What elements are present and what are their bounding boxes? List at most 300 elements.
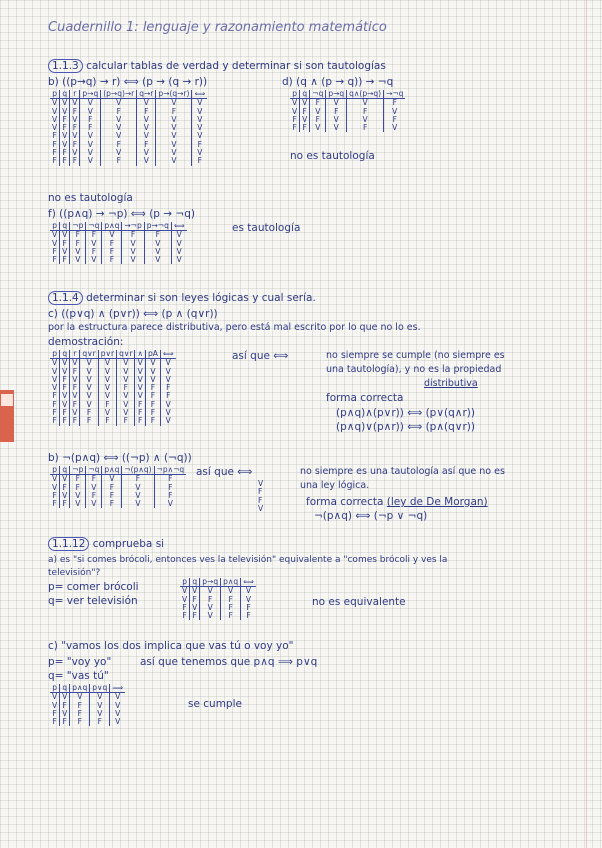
truth-cell: F bbox=[52, 416, 57, 426]
table-row bbox=[50, 359, 176, 368]
exercise-f-note: es tautología bbox=[232, 222, 301, 234]
exercise-c2-q: q= "vas tú" bbox=[48, 670, 109, 682]
truth-cell: V bbox=[70, 132, 80, 140]
table-header-row bbox=[50, 222, 187, 231]
truth-cell: V bbox=[144, 248, 171, 256]
column-header: p∨r bbox=[98, 350, 116, 359]
exercise-c2-note: se cumple bbox=[188, 698, 242, 710]
truth-cell: V bbox=[101, 149, 137, 157]
column-header: p bbox=[180, 578, 190, 587]
truth-cell: V bbox=[117, 359, 135, 368]
truth-cell: V bbox=[90, 702, 110, 710]
truth-cell: V bbox=[171, 240, 186, 248]
truth-cell: V bbox=[86, 484, 102, 492]
truth-cell: F bbox=[70, 710, 90, 718]
truth-cell: F bbox=[102, 500, 122, 508]
section-heading-text: determinar si son leyes lógicas y cual sería. bbox=[86, 292, 316, 304]
table-row bbox=[50, 693, 125, 702]
truth-cell: F bbox=[60, 240, 70, 248]
truth-cell: F bbox=[326, 108, 347, 116]
truth-cell: V bbox=[221, 587, 241, 596]
exercise-b-label: b) ((p→q) → r) ⟺ (p → (q → r)) bbox=[48, 76, 208, 88]
truth-cell: V bbox=[347, 99, 384, 108]
truth-cell: V bbox=[60, 475, 70, 484]
truth-cell: V bbox=[70, 693, 90, 702]
truth-cell: V bbox=[86, 256, 102, 264]
truth-cell: F bbox=[221, 604, 241, 612]
truth-table-a bbox=[180, 578, 256, 620]
truth-cell: F bbox=[102, 256, 122, 264]
table-row bbox=[50, 392, 176, 400]
truth-cell: V bbox=[90, 693, 110, 702]
truth-cell: V bbox=[160, 376, 175, 384]
truth-cell: F bbox=[52, 255, 57, 265]
truth-cell: V bbox=[52, 474, 58, 484]
truth-cell: V bbox=[52, 230, 58, 240]
exercise-c2-mid: así que tenemos que p∧q ⟹ p∨q bbox=[140, 656, 318, 668]
truth-cell: V bbox=[135, 368, 146, 376]
truth-cell: F bbox=[145, 392, 160, 400]
table-header-row bbox=[50, 350, 176, 359]
table-row bbox=[180, 587, 256, 596]
truth-cell: V bbox=[80, 359, 98, 368]
truth-cell: F bbox=[80, 124, 101, 132]
truth-table-c2 bbox=[50, 684, 125, 726]
truth-cell: V bbox=[122, 484, 154, 492]
truth-cell: F bbox=[145, 401, 160, 409]
truth-cell: V bbox=[192, 108, 207, 116]
truth-cell: V bbox=[156, 99, 192, 108]
truth-cell: V bbox=[90, 710, 110, 718]
truth-cell: V bbox=[310, 108, 326, 116]
truth-cell: F bbox=[347, 108, 384, 116]
truth-cell: V bbox=[300, 99, 310, 108]
truth-cell: V bbox=[117, 368, 135, 376]
column-header: ¬(p∧q) bbox=[122, 466, 154, 475]
truth-cell: V bbox=[60, 108, 70, 116]
truth-cell: V bbox=[160, 417, 175, 425]
truth-cell: F bbox=[52, 246, 57, 256]
truth-cell: F bbox=[52, 408, 57, 418]
column-header: p bbox=[50, 222, 60, 231]
truth-cell: F bbox=[102, 484, 122, 492]
exercise-b2-result-column bbox=[258, 480, 263, 513]
truth-cell: F bbox=[190, 612, 200, 620]
truth-cell: V bbox=[171, 248, 186, 256]
truth-cell: V bbox=[52, 383, 58, 393]
exercise-b2-forma: forma correcta bbox=[306, 496, 384, 508]
exercise-a-q: q= ver televisión bbox=[48, 595, 138, 607]
section-heading-1-1-3 bbox=[48, 60, 386, 72]
truth-cell: V bbox=[70, 492, 86, 500]
exercise-d-label: d) (q ∧ (p → q)) → ¬q bbox=[282, 76, 394, 88]
table-row bbox=[50, 368, 176, 376]
truth-cell: F bbox=[241, 612, 256, 620]
truth-cell: V bbox=[156, 157, 192, 165]
truth-cell: V bbox=[122, 248, 144, 256]
column-header: q bbox=[60, 684, 70, 693]
truth-cell: F bbox=[135, 401, 146, 409]
truth-cell: F bbox=[86, 231, 102, 240]
truth-cell: V bbox=[102, 475, 122, 484]
binder-tab bbox=[0, 390, 14, 442]
column-header: ¬q bbox=[86, 466, 102, 475]
truth-table-d bbox=[290, 90, 405, 132]
truth-cell: V bbox=[52, 98, 58, 108]
column-header: p bbox=[50, 90, 60, 99]
truth-cell: V bbox=[326, 124, 347, 132]
truth-table-b2 bbox=[50, 466, 186, 508]
truth-cell: V bbox=[110, 702, 125, 710]
truth-cell: V bbox=[135, 359, 146, 368]
truth-cell: V bbox=[300, 116, 310, 124]
truth-cell: V bbox=[80, 157, 101, 165]
truth-cell: F bbox=[221, 596, 241, 604]
truth-cell: F bbox=[221, 612, 241, 620]
truth-table-f bbox=[50, 222, 187, 264]
truth-cell: V bbox=[160, 401, 175, 409]
column-header: p∨q bbox=[90, 684, 110, 693]
exercise-b2-label: b) ¬(p∧q) ⟺ ((¬p) ∧ (¬q)) bbox=[48, 452, 192, 464]
truth-cell: V bbox=[52, 374, 58, 384]
exercise-c2-line1: c) "vamos los dos implica que vas tú o voy yo" bbox=[48, 640, 294, 652]
column-header: ¬p bbox=[70, 222, 86, 231]
truth-cell: F bbox=[145, 384, 160, 392]
truth-cell: V bbox=[192, 116, 207, 124]
table-header-row bbox=[50, 466, 186, 475]
truth-cell: V bbox=[135, 384, 146, 392]
table-row bbox=[50, 409, 176, 417]
truth-cell: V bbox=[156, 116, 192, 124]
truth-cell: V bbox=[200, 612, 221, 620]
truth-cell: F bbox=[310, 99, 326, 108]
truth-cell: V bbox=[101, 99, 137, 108]
truth-cell: F bbox=[122, 475, 154, 484]
column-header: q bbox=[190, 578, 200, 587]
truth-cell: F bbox=[52, 717, 57, 727]
truth-cell: V bbox=[122, 500, 154, 508]
truth-cell: V bbox=[144, 240, 171, 248]
result-cell: F bbox=[258, 487, 263, 497]
section-heading-text: comprueba si bbox=[92, 538, 165, 550]
truth-cell: V bbox=[80, 108, 101, 116]
truth-cell: V bbox=[52, 700, 58, 710]
truth-cell: F bbox=[135, 409, 146, 417]
column-header: pA bbox=[145, 350, 160, 359]
truth-cell: V bbox=[117, 409, 135, 417]
truth-cell: V bbox=[80, 384, 98, 392]
truth-cell: V bbox=[156, 141, 192, 149]
truth-cell: V bbox=[200, 604, 221, 612]
truth-cell: V bbox=[156, 132, 192, 140]
column-header: p∧q bbox=[221, 578, 241, 587]
truth-table-c bbox=[50, 350, 176, 426]
truth-cell: F bbox=[137, 141, 156, 149]
column-header: ⟺ bbox=[192, 90, 207, 99]
truth-cell: V bbox=[80, 401, 98, 409]
truth-cell: F bbox=[192, 141, 207, 149]
truth-cell: V bbox=[70, 392, 80, 400]
binder-tab-label bbox=[1, 394, 13, 406]
truth-cell: V bbox=[192, 132, 207, 140]
truth-cell: V bbox=[145, 376, 160, 384]
truth-cell: F bbox=[292, 114, 297, 124]
column-header: ⟺ bbox=[241, 578, 256, 587]
truth-cell: F bbox=[52, 156, 57, 166]
column-header: q→r bbox=[137, 90, 156, 99]
truth-cell: F bbox=[145, 417, 160, 425]
truth-cell: F bbox=[102, 240, 122, 248]
truth-cell: V bbox=[52, 238, 58, 248]
truth-cell: V bbox=[144, 256, 171, 264]
truth-cell: F bbox=[52, 148, 57, 158]
truth-cell: V bbox=[70, 256, 86, 264]
column-header: p→¬q bbox=[144, 222, 171, 231]
exercise-c-line1: por la estructura parece distributiva, pero está mal escrito por lo que no lo es. bbox=[48, 322, 421, 333]
table-row bbox=[50, 157, 207, 165]
truth-cell: V bbox=[160, 359, 175, 368]
truth-cell: V bbox=[110, 710, 125, 718]
truth-cell: F bbox=[60, 384, 70, 392]
truth-cell: V bbox=[241, 587, 256, 596]
truth-cell: F bbox=[86, 475, 102, 484]
truth-cell: F bbox=[60, 702, 70, 710]
truth-cell: V bbox=[241, 596, 256, 604]
truth-cell: F bbox=[60, 409, 70, 417]
truth-cell: V bbox=[200, 587, 221, 596]
exercise-c-note3: distributiva bbox=[424, 378, 478, 389]
table-row bbox=[50, 240, 187, 248]
truth-cell: F bbox=[70, 718, 90, 726]
truth-cell: F bbox=[101, 157, 137, 165]
column-header: ¬q bbox=[310, 90, 326, 99]
page-title: Cuadernillo 1: lenguaje y razonamiento matemático bbox=[48, 20, 387, 35]
table-row bbox=[50, 417, 176, 425]
truth-cell: V bbox=[80, 132, 101, 140]
truth-cell: F bbox=[70, 240, 86, 248]
table-row bbox=[50, 718, 125, 726]
truth-cell: V bbox=[137, 116, 156, 124]
truth-cell: V bbox=[292, 98, 298, 108]
column-header: q bbox=[60, 350, 70, 359]
truth-cell: V bbox=[101, 132, 137, 140]
column-header: p∧q bbox=[102, 222, 122, 231]
truth-cell: V bbox=[160, 368, 175, 376]
truth-cell: F bbox=[70, 401, 80, 409]
truth-cell: F bbox=[160, 392, 175, 400]
exercise-c-asi: así que ⟺ bbox=[232, 350, 289, 362]
truth-cell: F bbox=[52, 399, 57, 409]
column-header: p bbox=[50, 684, 60, 693]
truth-cell: V bbox=[52, 123, 58, 133]
truth-cell: V bbox=[70, 149, 80, 157]
column-header: q bbox=[60, 222, 70, 231]
truth-cell: F bbox=[70, 484, 86, 492]
truth-cell: F bbox=[52, 131, 57, 141]
truth-cell: V bbox=[192, 149, 207, 157]
truth-cell: V bbox=[326, 99, 347, 108]
exercise-c-forma: forma correcta bbox=[326, 392, 404, 404]
truth-cell: V bbox=[156, 124, 192, 132]
section-number: 1.1.4 bbox=[48, 291, 83, 305]
exercise-c-note1: no siempre se cumple (no siempre es bbox=[326, 350, 505, 361]
truth-cell: V bbox=[70, 500, 86, 508]
truth-cell: V bbox=[52, 366, 58, 376]
section-heading-1-1-12 bbox=[48, 538, 164, 550]
truth-cell: V bbox=[60, 492, 70, 500]
truth-cell: V bbox=[70, 116, 80, 124]
truth-cell: F bbox=[182, 602, 187, 612]
column-header: q bbox=[300, 90, 310, 99]
column-header: (p→q)→r bbox=[101, 90, 137, 99]
truth-cell: F bbox=[122, 231, 144, 240]
truth-cell: F bbox=[98, 401, 116, 409]
exercise-a-line2: televisión"? bbox=[48, 568, 101, 578]
truth-cell: F bbox=[102, 248, 122, 256]
truth-cell: V bbox=[98, 359, 116, 368]
truth-cell: V bbox=[60, 693, 70, 702]
truth-cell: F bbox=[60, 149, 70, 157]
truth-cell: F bbox=[86, 248, 102, 256]
exercise-b2-note1: no siempre es una tautología así que no es bbox=[300, 466, 505, 477]
truth-cell: V bbox=[145, 359, 160, 368]
column-header: q∨r bbox=[80, 350, 98, 359]
truth-cell: V bbox=[101, 124, 137, 132]
truth-cell: F bbox=[80, 116, 101, 124]
truth-cell: V bbox=[70, 376, 80, 384]
truth-cell: V bbox=[122, 256, 144, 264]
truth-table-b bbox=[50, 90, 207, 166]
truth-cell: F bbox=[145, 409, 160, 417]
truth-cell: V bbox=[60, 132, 70, 140]
table-row bbox=[50, 401, 176, 409]
truth-cell: F bbox=[156, 108, 192, 116]
truth-cell: V bbox=[60, 368, 70, 376]
truth-cell: V bbox=[52, 358, 58, 368]
truth-cell: V bbox=[192, 99, 207, 108]
truth-cell: V bbox=[110, 693, 125, 702]
truth-cell: V bbox=[70, 359, 80, 368]
truth-cell: F bbox=[86, 492, 102, 500]
truth-cell: F bbox=[60, 484, 70, 492]
truth-cell: F bbox=[52, 490, 57, 500]
truth-cell: V bbox=[52, 106, 58, 116]
truth-cell: F bbox=[310, 116, 326, 124]
truth-cell: F bbox=[117, 384, 135, 392]
exercise-d-note: no es tautología bbox=[290, 150, 375, 162]
table-row bbox=[50, 248, 187, 256]
truth-cell: F bbox=[70, 157, 80, 165]
truth-cell: V bbox=[80, 149, 101, 157]
truth-cell: V bbox=[52, 114, 58, 124]
table-row bbox=[50, 376, 176, 384]
truth-cell: F bbox=[60, 718, 70, 726]
exercise-a-p: p= comer brócoli bbox=[48, 581, 139, 593]
exercise-b2-forma-line bbox=[306, 496, 488, 508]
truth-cell: F bbox=[60, 124, 70, 132]
truth-cell: F bbox=[70, 384, 80, 392]
truth-cell: V bbox=[70, 248, 86, 256]
truth-cell: V bbox=[137, 124, 156, 132]
truth-cell: F bbox=[60, 376, 70, 384]
column-header: p→q bbox=[80, 90, 101, 99]
truth-cell: V bbox=[98, 384, 116, 392]
exercise-c-label: c) ((p∨q) ∧ (p∨r)) ⟺ (p ∧ (q∨r)) bbox=[48, 308, 218, 320]
truth-cell: F bbox=[160, 384, 175, 392]
truth-cell: F bbox=[137, 108, 156, 116]
column-header: ∧ bbox=[135, 350, 146, 359]
table-row bbox=[290, 108, 405, 116]
truth-cell: F bbox=[384, 116, 406, 124]
table-header-row bbox=[290, 90, 405, 99]
truth-cell: F bbox=[60, 256, 70, 264]
table-row bbox=[290, 116, 405, 124]
column-header: p→q bbox=[200, 578, 221, 587]
truth-cell: V bbox=[145, 368, 160, 376]
truth-cell: V bbox=[98, 392, 116, 400]
truth-cell: V bbox=[102, 231, 122, 240]
truth-cell: V bbox=[137, 149, 156, 157]
truth-cell: V bbox=[101, 116, 137, 124]
truth-cell: V bbox=[80, 141, 101, 149]
column-header: r bbox=[70, 350, 80, 359]
table-row bbox=[180, 604, 256, 612]
table-row bbox=[180, 612, 256, 620]
column-header: p→q bbox=[326, 90, 347, 99]
truth-cell: V bbox=[171, 231, 186, 240]
truth-cell: V bbox=[192, 124, 207, 132]
exercise-b2-asi: así que ⟺ bbox=[196, 466, 253, 478]
margin-rule bbox=[586, 0, 587, 848]
column-header: q∧(p→q) bbox=[347, 90, 384, 99]
table-row bbox=[50, 256, 187, 264]
column-header: ¬p bbox=[70, 466, 86, 475]
truth-cell: V bbox=[156, 149, 192, 157]
truth-cell: V bbox=[98, 409, 116, 417]
truth-cell: V bbox=[98, 368, 116, 376]
truth-cell: F bbox=[102, 492, 122, 500]
truth-cell: F bbox=[70, 108, 80, 116]
truth-cell: V bbox=[60, 248, 70, 256]
truth-cell: V bbox=[135, 376, 146, 384]
truth-cell: F bbox=[190, 596, 200, 604]
exercise-c-note2: una tautología), y no es la propiedad bbox=[326, 364, 502, 375]
truth-cell: F bbox=[70, 417, 80, 425]
truth-cell: F bbox=[135, 417, 146, 425]
column-header: ⟺ bbox=[171, 222, 186, 231]
truth-cell: F bbox=[154, 492, 186, 500]
truth-cell: F bbox=[70, 231, 86, 240]
truth-cell: V bbox=[60, 231, 70, 240]
truth-cell: F bbox=[144, 231, 171, 240]
truth-cell: V bbox=[60, 141, 70, 149]
table-row bbox=[50, 475, 186, 484]
table-row bbox=[290, 124, 405, 132]
column-header: ⟹ bbox=[110, 684, 125, 693]
truth-cell: F bbox=[80, 417, 98, 425]
truth-cell: F bbox=[98, 417, 116, 425]
column-header: ¬q bbox=[86, 222, 102, 231]
truth-cell: F bbox=[384, 99, 406, 108]
truth-cell: F bbox=[292, 123, 297, 133]
truth-cell: F bbox=[52, 708, 57, 718]
table-row bbox=[290, 99, 405, 108]
truth-cell: V bbox=[60, 401, 70, 409]
truth-cell: V bbox=[110, 718, 125, 726]
column-header: p→(q→r) bbox=[156, 90, 192, 99]
exercise-c-eq1: (p∧q)∧(p∨r)) ⟺ (p∨(q∧r)) bbox=[336, 407, 475, 419]
exercise-f-label: f) ((p∧q) → ¬p) ⟺ (p → ¬q) bbox=[48, 208, 195, 220]
